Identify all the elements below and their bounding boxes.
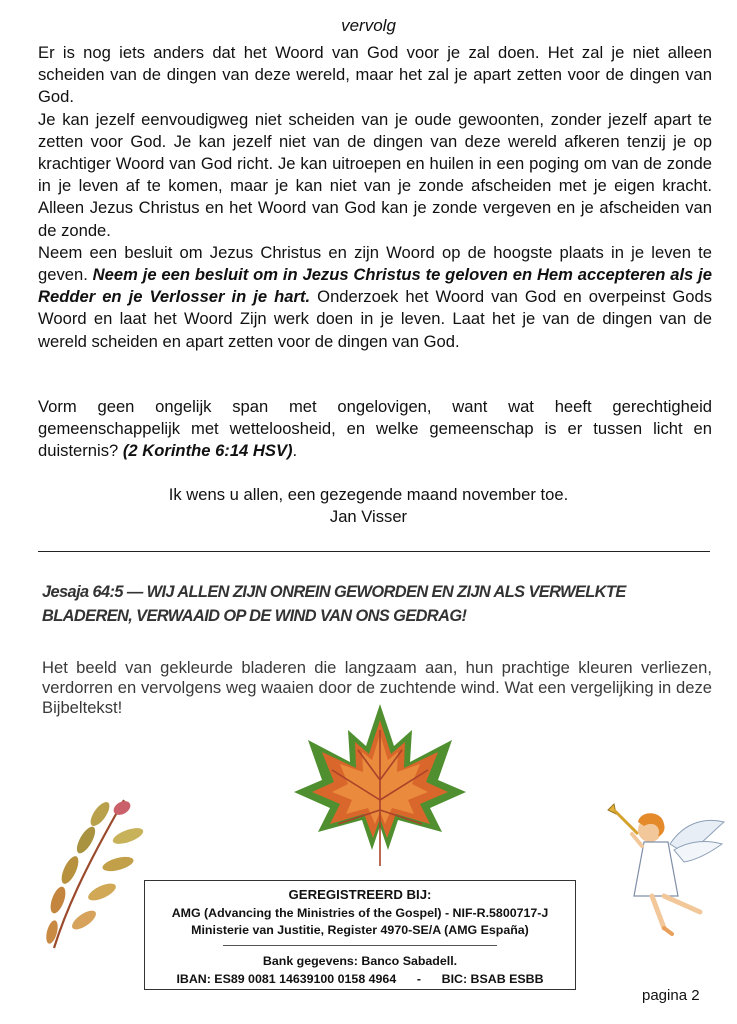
autumn-branch-icon [36, 790, 146, 950]
bible-reference: (2 Korinthe 6:14 HSV) [122, 441, 293, 461]
paragraph-1: Er is nog iets anders dat het Woord van God voor je zal doen. Het zal je niet alleen scheiden van de dingen van deze wereld, maar het zal je apart zetten voor de dingen van God. [38, 43, 712, 107]
paragraph-3-emphasis: Neem je een besluit om in Jezus Christus te geloven en Hem accepteren als je Redder en je Verlosser in je hart. [38, 265, 712, 307]
paragraph-4-text-block [38, 396, 712, 463]
registration-amg: AMG (Advancing the Ministries of the Gospel) - NIF-R.5800717-J [171, 906, 549, 920]
paragraph-4 [38, 396, 712, 463]
article-body [38, 42, 712, 353]
jesaja-text: Het beeld van gekleurde bladeren die langzaam aan, hun prachtige kleuren verliezen, verdorren en vervolgens weg waaien door de zuchtende wind. Wat een vergelijking in deze Bijbeltekst! [42, 658, 712, 717]
paragraph-4-text: Vorm geen ongelijk span met ongelovigen, want wat heeft gerechtigheid gemeenschappelijk met wetteloosheid, en welke gemeenschap is er tussen licht en duisternis? [38, 397, 712, 461]
paragraph-2: Je kan jezelf eenvoudigweg niet scheiden van je oude gewoonten, zonder jezelf apart te zetten voor God. Je kan jezelf niet van de dingen van deze wereld afkeren tenzij je op krachtiger Woord van God richt. Je kan uitroepen en huilen in een poging om van de zonde in je leven af te komen, maar je kan niet van je zonde afscheiden met je eigen kracht. Alleen Jezus Christus en het Woord van God kan je zonde vergeven en je afscheiden van de zonde. [38, 109, 712, 240]
bank-details: Bank gegevens: Banco Sabadell. [262, 954, 458, 968]
closing-block [0, 484, 737, 528]
paragraph-4-period: . [292, 441, 298, 461]
jesaja-heading: Jesaja 64:5 — WIJ ALLEN ZIJN ONREIN GEWORDEN EN ZIJN ALS VERWELKTE BLADEREN, VERWAAID OP DE WIND VAN ONS GEDRAG! [42, 583, 626, 625]
iban-bic: IBAN: ES89 0081 14639100 0158 4964 - BIC: BSAB ESBB [176, 972, 544, 986]
paragraph-3-end: Onderzoek het Woord van God en overpeinst Gods Woord en laat het Woord Zijn werk doen in je leven. Laat het je van de dingen van de wereld scheiden en apart zetten voor de dingen van God. [38, 287, 712, 351]
registration-box [144, 880, 576, 990]
continued-label: vervolg [341, 16, 396, 35]
section-divider [38, 551, 710, 552]
closing-author: Jan Visser [329, 507, 408, 526]
registration-divider [223, 945, 497, 946]
page-number: pagina 2 [642, 987, 700, 1004]
trumpet-angel-icon [604, 800, 728, 946]
registration-title: GEREGISTREERD BIJ: [288, 887, 432, 902]
closing-wish: Ik wens u allen, een gezegende maand november toe. [168, 485, 569, 504]
paragraph-3-start: Neem een besluit om Jezus Christus en zijn Woord op de hoogste plaats in je leven te geven. [38, 242, 712, 285]
paragraph-3 [38, 242, 712, 353]
registration-ministry: Ministerie van Justitie, Register 4970-SE/A (AMG España) [191, 923, 529, 937]
maple-leaf-icon [292, 700, 468, 868]
